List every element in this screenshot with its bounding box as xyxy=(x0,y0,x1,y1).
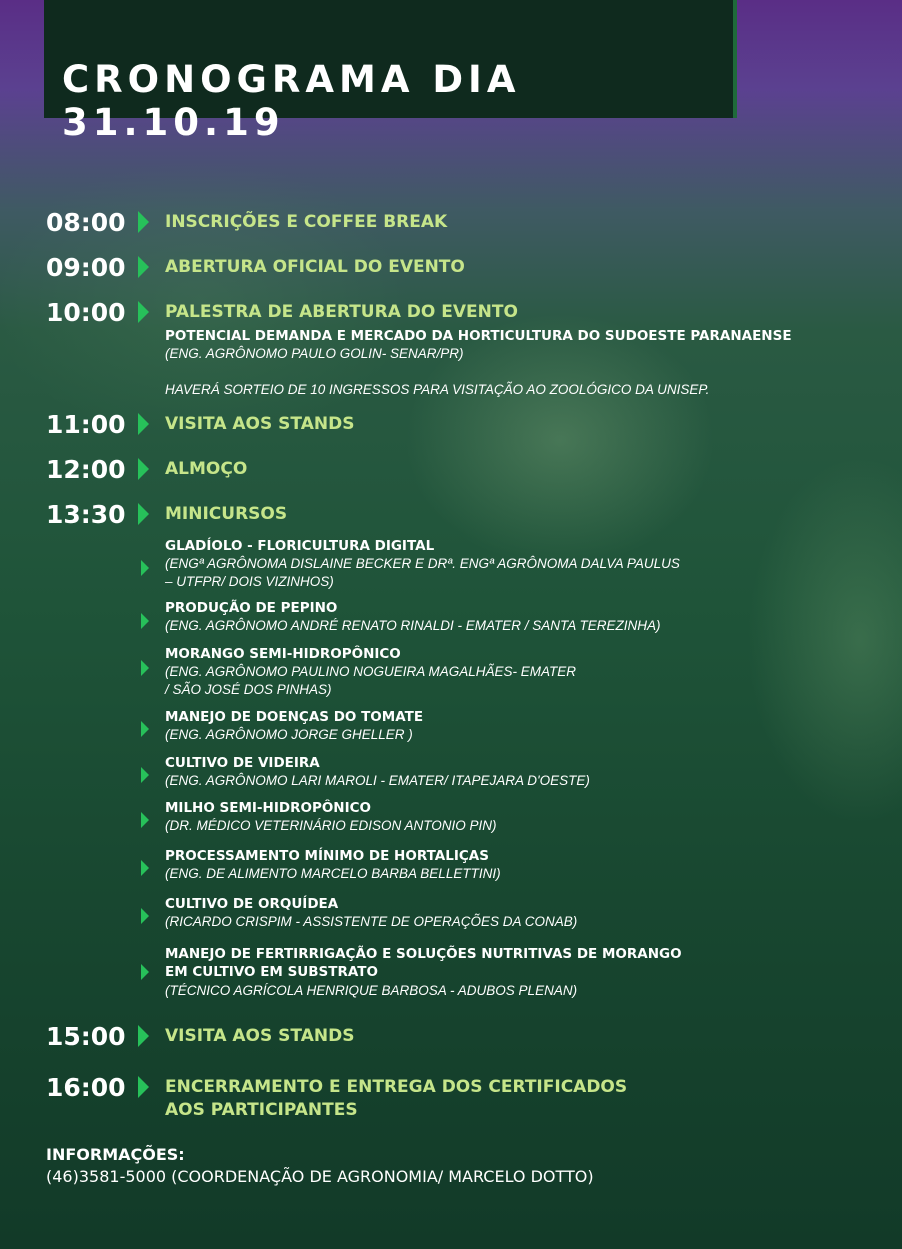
chevron-right-icon xyxy=(141,812,149,828)
title-box xyxy=(44,0,733,144)
chevron-right-icon xyxy=(138,458,149,480)
chevron-right-icon xyxy=(141,767,149,783)
minicurso-speaker: (ENG. DE ALIMENTO MARCELO BARBA BELLETTINI) xyxy=(165,866,501,881)
chevron-right-icon xyxy=(138,413,149,435)
schedule-heading: ABERTURA OFICIAL DO EVENTO xyxy=(165,257,465,277)
minicurso-speaker: (TÉCNICO AGRÍCOLA HENRIQUE BARBOSA - ADUBOS PLENAN) xyxy=(165,983,578,998)
chevron-right-icon xyxy=(138,301,149,323)
minicurso-speaker: (ENG. AGRÔNOMO LARI MAROLI - EMATER/ ITAPEJARA D'OESTE) xyxy=(165,773,590,788)
chevron-right-icon xyxy=(141,964,149,980)
schedule-heading: ENCERRAMENTO E ENTREGA DOS CERTIFICADOS xyxy=(165,1077,628,1097)
minicurso-title: MANEJO DE DOENÇAS DO TOMATE xyxy=(165,709,424,725)
raffle-note: HAVERÁ SORTEIO DE 10 INGRESSOS PARA VISITAÇÃO AO ZOOLÓGICO DA UNISEP. xyxy=(165,382,710,397)
minicurso-title: PRODUÇÃO DE PEPINO xyxy=(165,600,338,616)
minicurso-title: MILHO SEMI-HIDROPÔNICO xyxy=(165,800,372,816)
minicurso-speaker: – UTFPR/ DOIS VIZINHOS) xyxy=(165,574,334,589)
minicurso-title: MORANGO SEMI-HIDROPÔNICO xyxy=(165,646,401,662)
minicurso-title: PROCESSAMENTO MÍNIMO DE HORTALIÇAS xyxy=(165,848,489,864)
schedule-heading: ALMOÇO xyxy=(165,459,248,479)
schedule-heading: VISITA AOS STANDS xyxy=(165,414,355,434)
minicurso-speaker: (ENG. AGRÔNOMO JORGE GHELLER ) xyxy=(165,727,413,742)
time-label: 11:00 xyxy=(46,410,126,439)
minicurso-title: GLADÍOLO - FLORICULTURA DIGITAL xyxy=(165,538,435,554)
page-title: CRONOGRAMA DIA 31.10.19 xyxy=(62,58,521,144)
chevron-right-icon xyxy=(141,721,149,737)
chevron-right-icon xyxy=(138,1025,149,1047)
minicurso-speaker: (DR. MÉDICO VETERINÁRIO EDISON ANTONIO PIN) xyxy=(165,818,497,833)
schedule-heading: VISITA AOS STANDS xyxy=(165,1026,355,1046)
info-contact: (46)3581-5000 (COORDENAÇÃO DE AGRONOMIA/ MARCELO DOTTO) xyxy=(46,1167,594,1186)
time-label: 08:00 xyxy=(46,208,126,237)
lecture-speaker: (ENG. AGRÔNOMO PAULO GOLIN- SENAR/PR) xyxy=(165,346,464,361)
time-label: 10:00 xyxy=(46,298,126,327)
minicurso-speaker: / SÃO JOSÉ DOS PINHAS) xyxy=(165,682,332,697)
minicurso-title-cont: EM CULTIVO EM SUBSTRATO xyxy=(165,964,378,980)
schedule-heading: INSCRIÇÕES E COFFEE BREAK xyxy=(165,212,448,232)
time-label: 16:00 xyxy=(46,1073,126,1102)
minicurso-title: CULTIVO DE VIDEIRA xyxy=(165,755,320,771)
minicurso-speaker: (ENG. AGRÔNOMO PAULINO NOGUEIRA MAGALHÃES- EMATER xyxy=(165,664,577,679)
minicurso-speaker: (RICARDO CRISPIM - ASSISTENTE DE OPERAÇÕES DA CONAB) xyxy=(165,914,578,929)
schedule-heading: MINICURSOS xyxy=(165,504,288,524)
schedule-heading: PALESTRA DE ABERTURA DO EVENTO xyxy=(165,302,518,322)
minicurso-speaker: (ENGª AGRÔNOMA DISLAINE BECKER E DRª. ENGª AGRÔNOMA DALVA PAULUS xyxy=(165,556,680,571)
minicurso-title: CULTIVO DE ORQUÍDEA xyxy=(165,896,339,912)
chevron-right-icon xyxy=(138,1076,149,1098)
schedule-heading-cont: AOS PARTICIPANTES xyxy=(165,1100,358,1120)
chevron-right-icon xyxy=(138,503,149,525)
time-label: 12:00 xyxy=(46,455,126,484)
chevron-right-icon xyxy=(141,560,149,576)
time-label: 13:30 xyxy=(46,500,126,529)
minicurso-speaker: (ENG. AGRÔNOMO ANDRÉ RENATO RINALDI - EMATER / SANTA TEREZINHA) xyxy=(165,618,661,633)
chevron-right-icon xyxy=(138,256,149,278)
lecture-title: POTENCIAL DEMANDA E MERCADO DA HORTICULTURA DO SUDOESTE PARANAENSE xyxy=(165,328,792,344)
chevron-right-icon xyxy=(141,908,149,924)
time-label: 09:00 xyxy=(46,253,126,282)
time-label: 15:00 xyxy=(46,1022,126,1051)
chevron-right-icon xyxy=(141,613,149,629)
info-label: INFORMAÇÕES: xyxy=(46,1145,185,1164)
chevron-right-icon xyxy=(138,211,149,233)
minicurso-title: MANEJO DE FERTIRRIGAÇÃO E SOLUÇÕES NUTRITIVAS DE MORANGO xyxy=(165,946,682,962)
chevron-right-icon xyxy=(141,660,149,676)
chevron-right-icon xyxy=(141,860,149,876)
